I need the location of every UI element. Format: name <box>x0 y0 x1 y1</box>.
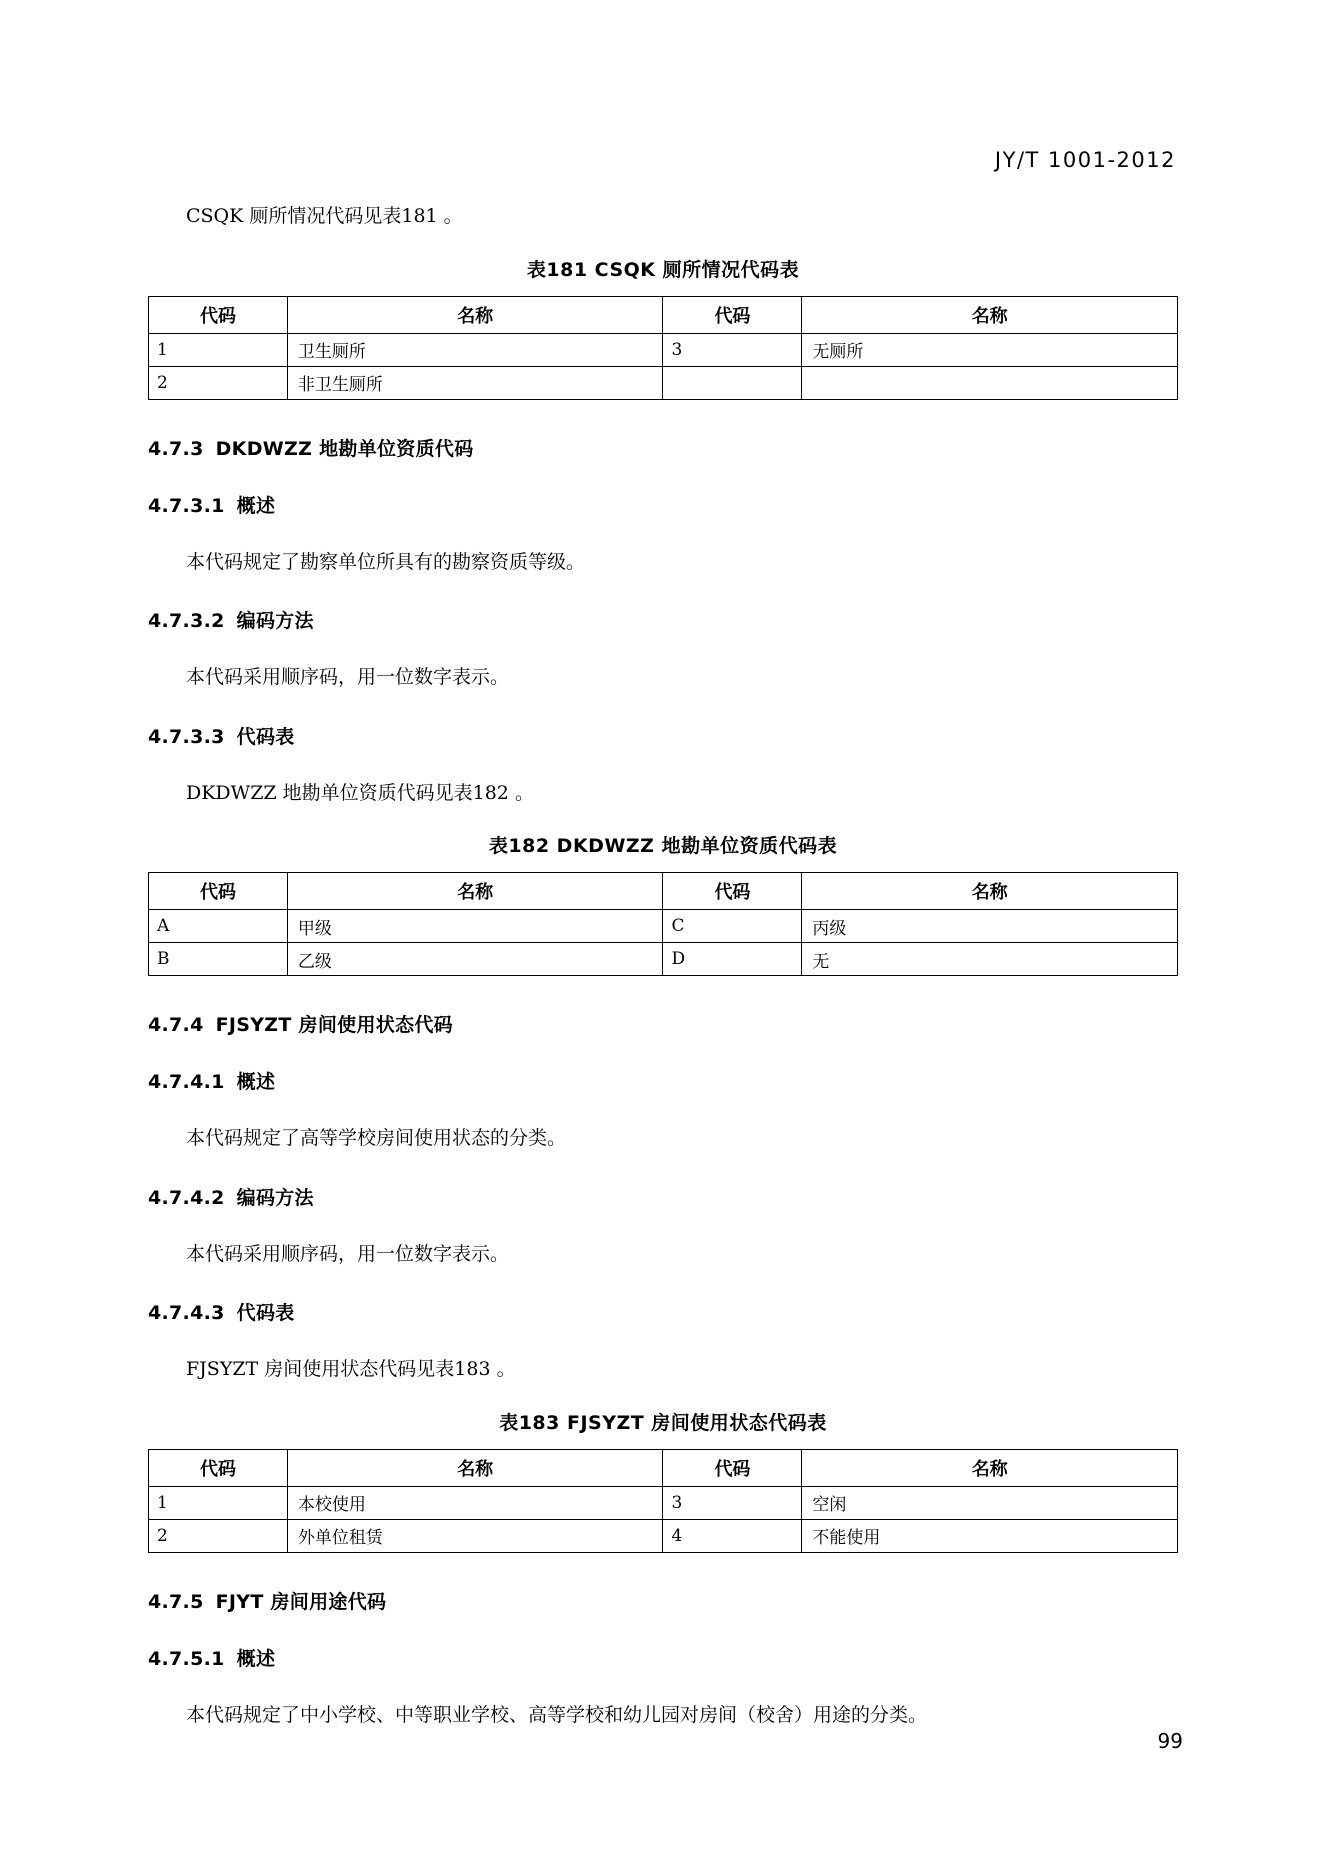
cell-code: B <box>149 943 288 976</box>
section-title: 编码方法 <box>236 1186 314 1209</box>
section-title: FJYT 房间用途代码 <box>215 1590 387 1613</box>
column-header-name-2: 名称 <box>802 296 1178 333</box>
cell-name <box>802 366 1178 399</box>
table-182-caption: 表182 DKDWZZ 地勘单位资质代码表 <box>488 835 838 857</box>
cell-name: 无厕所 <box>802 333 1178 366</box>
table-header-row <box>149 873 1178 910</box>
section-heading-4-7-3-3 <box>148 722 1178 749</box>
section-body-4-7-4-2: 本代码采用顺序码，用一位数字表示。 <box>186 1242 510 1265</box>
section-heading-4-7-3-2 <box>148 606 1178 633</box>
cell-name: 乙级 <box>287 943 663 976</box>
page-header: JY/T 1001-2012 <box>994 148 1176 172</box>
table-181 <box>148 296 1178 400</box>
section-number: 4.7.4.3 <box>148 1302 225 1324</box>
section-title: 编码方法 <box>236 610 314 632</box>
section-title: DKDWZZ 地勘单位资质代码 <box>215 437 474 460</box>
cell-name: 本校使用 <box>287 1486 663 1519</box>
section-heading-4-7-3-1 <box>148 491 1178 518</box>
cell-name: 无 <box>802 943 1178 976</box>
cell-name: 空闲 <box>802 1486 1178 1519</box>
cell-code: 3 <box>663 1486 802 1519</box>
section-number: 4.7.3.2 <box>148 610 225 632</box>
table-row <box>149 366 1178 399</box>
column-header-name-2: 名称 <box>802 873 1178 910</box>
section-body-4-7-5-1: 本代码规定了中小学校、中等职业学校、高等学校和幼儿园对房间（校舍）用途的分类。 <box>186 1703 928 1726</box>
cell-code: C <box>663 910 802 943</box>
column-header-code-2: 代码 <box>663 296 802 333</box>
cell-code: 2 <box>149 366 288 399</box>
section-heading-4-7-4-1 <box>148 1067 1178 1094</box>
table-header-row <box>149 1449 1178 1486</box>
table-row <box>149 1519 1178 1552</box>
column-header-code-2: 代码 <box>663 1449 802 1486</box>
section-heading-4-7-4-3 <box>148 1298 1178 1325</box>
cell-name: 非卫生厕所 <box>287 366 663 399</box>
section-number: 4.7.3 <box>148 437 204 460</box>
column-header-name-1: 名称 <box>287 873 663 910</box>
section-title: 代码表 <box>236 1302 295 1324</box>
section-title: 概述 <box>236 1647 276 1670</box>
table-row <box>149 1486 1178 1519</box>
column-header-name-1: 名称 <box>287 296 663 333</box>
section-heading-4-7-3 <box>148 434 1178 461</box>
section-title: FJSYZT 房间使用状态代码 <box>215 1014 453 1036</box>
cell-code: 1 <box>149 333 288 366</box>
table-header-row <box>149 296 1178 333</box>
section-number: 4.7.5.1 <box>148 1647 225 1670</box>
cell-code: A <box>149 910 288 943</box>
cell-name: 外单位租赁 <box>287 1519 663 1552</box>
section-title: 代码表 <box>236 725 295 748</box>
cell-name: 卫生厕所 <box>287 333 663 366</box>
section-heading-4-7-4-2 <box>148 1183 1178 1210</box>
section-body-4-7-4-1: 本代码规定了高等学校房间使用状态的分类。 <box>186 1127 567 1149</box>
section-title: 概述 <box>236 494 276 517</box>
table-row <box>149 910 1178 943</box>
table-183-caption: 表183 FJSYZT 房间使用状态代码表 <box>499 1411 827 1434</box>
column-header-code-1: 代码 <box>149 296 288 333</box>
section-body-4-7-4-3: FJSYZT 房间使用状态代码见表183 。 <box>186 1358 516 1380</box>
section-heading-4-7-5-1 <box>148 1644 1178 1671</box>
section-body-4-7-3-2: 本代码采用顺序码，用一位数字表示。 <box>186 666 510 688</box>
intro-paragraph: CSQK 厕所情况代码见表181 。 <box>186 205 463 227</box>
cell-code: 1 <box>149 1486 288 1519</box>
cell-name: 丙级 <box>802 910 1178 943</box>
cell-code: 4 <box>663 1519 802 1552</box>
table-row <box>149 943 1178 976</box>
column-header-name-2: 名称 <box>802 1449 1178 1486</box>
section-heading-4-7-5 <box>148 1587 1178 1614</box>
column-header-code-1: 代码 <box>149 1449 288 1486</box>
table-row <box>149 333 1178 366</box>
column-header-name-1: 名称 <box>287 1449 663 1486</box>
section-number: 4.7.4 <box>148 1014 204 1036</box>
section-number: 4.7.3.1 <box>148 494 225 517</box>
cell-code <box>663 366 802 399</box>
cell-code: 3 <box>663 333 802 366</box>
cell-code: D <box>663 943 802 976</box>
table-182 <box>148 872 1178 976</box>
column-header-code-1: 代码 <box>149 873 288 910</box>
section-number: 4.7.3.3 <box>148 725 225 748</box>
table-181-caption: 表181 CSQK 厕所情况代码表 <box>526 258 800 281</box>
section-number: 4.7.4.1 <box>148 1071 225 1093</box>
section-number: 4.7.4.2 <box>148 1186 225 1209</box>
cell-code: 2 <box>149 1519 288 1552</box>
page-content <box>148 0 1178 1729</box>
section-number: 4.7.5 <box>148 1590 204 1613</box>
cell-name: 不能使用 <box>802 1519 1178 1552</box>
page-number: 99 <box>1157 1729 1183 1753</box>
section-heading-4-7-4 <box>148 1010 1178 1037</box>
section-title: 概述 <box>236 1071 276 1093</box>
section-body-4-7-3-3: DKDWZZ 地勘单位资质代码见表182 。 <box>186 781 534 804</box>
cell-name: 甲级 <box>287 910 663 943</box>
table-183 <box>148 1449 1178 1553</box>
section-body-4-7-3-1: 本代码规定了勘察单位所具有的勘察资质等级。 <box>186 550 586 573</box>
column-header-code-2: 代码 <box>663 873 802 910</box>
